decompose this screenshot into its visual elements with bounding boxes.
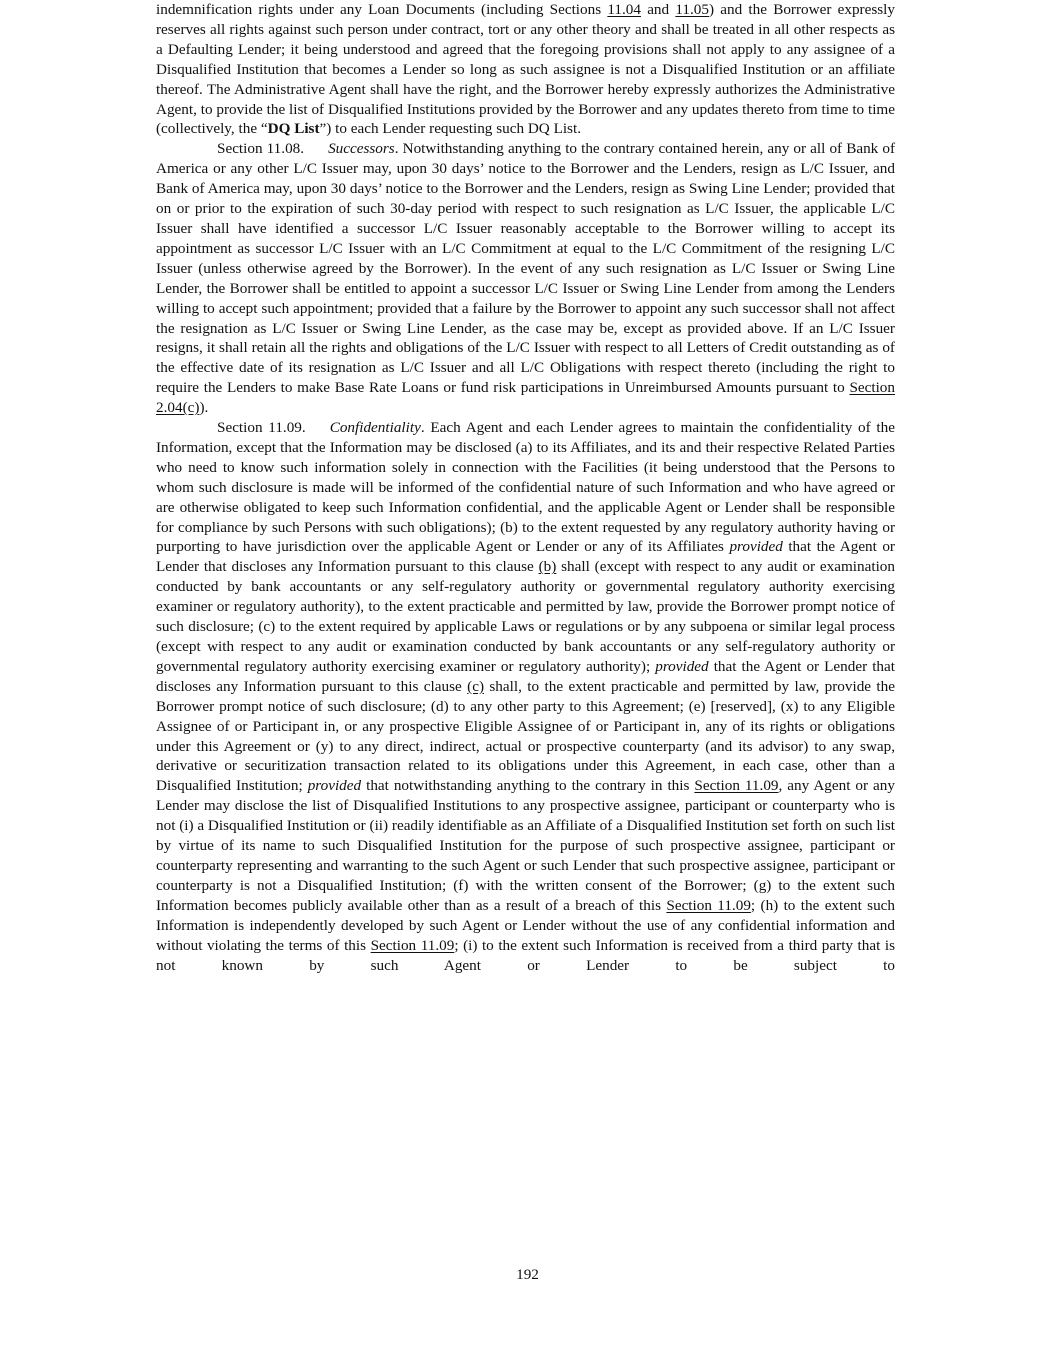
text-run: ; (h) to the extent such Information is independently developed by such Agent or Lender without the use of any confidential information and without violating the terms of this: [156, 896, 896, 954]
paragraph-dq-list: [156, 0, 895, 139]
section-heading: Successors: [328, 140, 395, 158]
text-run: and: [640, 1, 676, 18]
clause-reference: (c): [467, 677, 484, 695]
italic-term: provided: [729, 538, 783, 556]
text-run: that the Agent or Lender that discloses any Information pursuant to this clause: [156, 657, 895, 695]
paragraph-section-11-08: [156, 139, 895, 418]
page-number: 192: [516, 1266, 539, 1283]
text-run: ).: [199, 399, 209, 417]
section-reference: Section 11.09: [666, 896, 751, 914]
text-run: , any Agent or any Lender may disclose the list of Disqualified Institutions to any prospective assignee, participant or counterparty who is not (i) a Disqualified Institution or (ii) readily identifiable as an Affiliate of a Disqualified Institution set forth on such list by virtue of its name to such Disqualified Institution for the purpose of such prospective assignee, participant or counterparty representing and warranting to the such Agent or such Lender that such prospective assignee, participant or counterparty is not a Disqualified Institution; (f) with the written consent of the Borrower; (g) to the extent such Information becomes publicly available other than as a result of a breach of this: [156, 777, 895, 914]
section-reference: 11.05: [675, 1, 709, 18]
paragraph-section-11-09: [156, 418, 895, 995]
text-run: ; (i) to the extent such Information is received from a third party that is not known by such Agent or Lender to be subject to: [156, 936, 896, 974]
italic-term: provided: [655, 657, 709, 675]
text-run: shall, to the extent practicable and permitted by law, provide the Borrower prompt notice of such disclosure; (d) to any other party to this Agreement; (e) [reserved], (x) to any Eligible Assignee of or Participant in, or any prospective Eligible Assignee of or Participant in, any of its rights or obligations under this Agreement or (y) to any direct, indirect, actual or prospective counterparty (and its advisor) to any swap, derivative or securitization transaction related to its obligations under this Agreement, in each case, other than a Disqualified Institution;: [156, 677, 895, 795]
section-reference: Section 11.09: [694, 777, 779, 795]
section-heading: Confidentiality: [329, 419, 421, 437]
section-reference: Section 11.09: [370, 936, 455, 954]
text-run: ) and the Borrower expressly reserves all rights against such person under contract, tort or any other theory and shall be treated in all other respects as a Defaulting Lender; it being understood and agreed that the foregoing provisions shall not apply to any assignee of a Disqualified Institution that becomes a Lender so long as such assignee is not a Disqualified Institution or an affiliate thereof. The Administrative Agent shall have the right, and the Borrower hereby expressly authorizes the Administrative Agent, to provide the list of Disqualified Institutions provided by the Borrower and any updates thereto from time to time (collectively, the “: [156, 1, 895, 138]
clause-reference: (b): [538, 558, 557, 576]
section-number: Section 11.09.: [217, 419, 306, 437]
text-run: indemnification rights under any Loan Documents (including Sections: [156, 1, 608, 18]
section-reference: Section 2.04(c): [156, 379, 895, 417]
text-run: shall (except with respect to any audit or examination conducted by bank accountants or any self-regulatory authority or governmental regulatory authority exercising examiner or regulatory authority), to the extent practicable and permitted by law, provide the Borrower prompt notice of such disclosure; (c) to the extent required by applicable Laws or regulations or by any subpoena or similar legal process (except with respect to any audit or examination conducted by bank accountants or any self-regulatory authority or governmental regulatory authority exercising examiner or regulatory authority);: [156, 558, 895, 675]
text-run: ”) to each Lender requesting such DQ List.: [319, 120, 581, 138]
section-reference: 11.04: [607, 1, 641, 18]
defined-term: DQ List: [267, 120, 320, 138]
section-number: Section 11.08.: [217, 140, 305, 158]
text-run: that the Agent or Lender that discloses any Information pursuant to this clause: [156, 538, 895, 576]
text-run: that notwithstanding anything to the contrary in this: [361, 777, 695, 795]
body-text: [156, 0, 895, 995]
text-run: . Notwithstanding anything to the contrary contained herein, any or all of Bank of America or any other L/C Issuer may, upon 30 days’ notice to the Borrower and the Lenders, resign as L/C Issuer, and Bank of America may, upon 30 days’ notice to the Borrower and the Lenders, resign as Swing Line Lender; provided that on or prior to the expiration of such 30-day period with respect to such resignation as L/C Issuer, the applicable L/C Issuer shall have identified a successor L/C Issuer reasonably acceptable to the Borrower willing to accept its appointment as successor L/C Issuer with an L/C Commitment at equal to the L/C Commitment of the resigning L/C Issuer (unless otherwise agreed by the Borrower). In the event of any such resignation as L/C Issuer or Swing Line Lender, the Borrower shall be entitled to appoint a successor L/C Issuer or Swing Line Lender from among the Lenders willing to accept such appointment; provided that a failure by the Borrower to appoint any such successor shall not affect the resignation as L/C Issuer or Swing Line Lender, as the case may be, except as provided above. If an L/C Issuer resigns, it shall retain all the rights and obligations of the L/C Issuer with respect to all Letters of Credit outstanding as of the effective date of its resignation as L/C Issuer and all L/C Obligations with respect thereto (including the right to require the Lenders to make Base Rate Loans or fund risk participations in Unreimbursed Amounts pursuant to: [156, 140, 895, 397]
text-run: . Each Agent and each Lender agrees to maintain the confidentiality of the Information, except that the Information may be disclosed (a) to its Affiliates, and its and their respective Related Parties who need to know such information solely in connection with the Facilities (it being understood that the Persons to whom such disclosure is made will be informed of the confidential nature of such Information and who have agreed or are otherwise obligated to keep such Information confidential, and the applicable Agent or Lender shall be responsible for compliance by such Persons with such obligations); (b) to the extent requested by any regulatory authority having or purporting to have jurisdiction over the applicable Agent or Lender or any of its Affiliates: [156, 419, 895, 556]
italic-term: provided: [307, 777, 362, 795]
